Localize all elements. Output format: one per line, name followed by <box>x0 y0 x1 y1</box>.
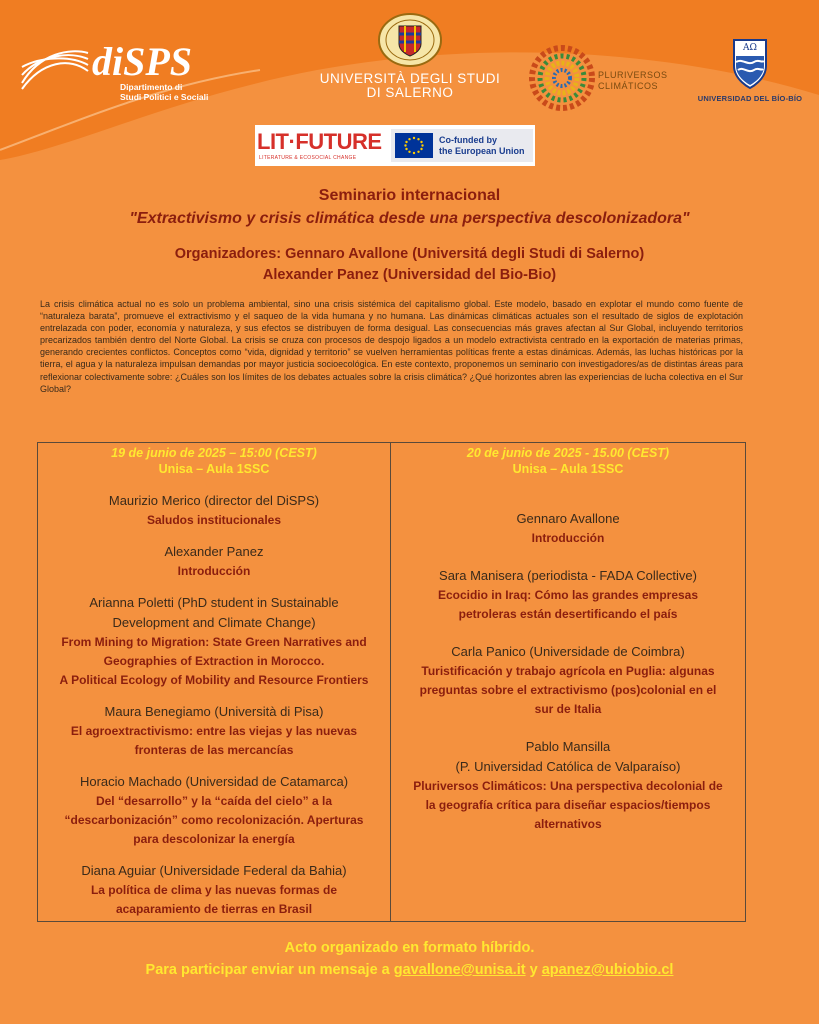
talk-title: acaparamiento de tierras en Brasil <box>115 902 313 916</box>
day1-column <box>38 443 391 921</box>
pluriversos-line2: CLIMÁTICOS <box>598 81 659 91</box>
talk-title: fronteras de las mercancías <box>134 743 294 757</box>
talk-item <box>391 737 745 834</box>
talk-item <box>38 491 390 530</box>
talk-title: la geografía crítica para diseñar espacios/tiempos <box>425 798 711 812</box>
talk-title: para descolonizar la energía <box>133 832 295 846</box>
organizers-line2: Alexander Panez (Universidad del Bio-Bio) <box>262 267 557 283</box>
talk-speaker: Maurizio Merico (director del DiSPS) <box>108 493 320 508</box>
eu-cofunded-text <box>439 135 525 157</box>
talk-title: alternativos <box>534 817 602 831</box>
program-table <box>37 442 746 922</box>
talk-speaker: Maura Benegiamo (Università di Pisa) <box>104 704 324 719</box>
disps-swoosh-icon <box>20 43 90 93</box>
talk-title: preguntas sobre el extractivismo (pos)colonial en el <box>419 683 717 697</box>
disps-sub-line2: Studi Politici e Sociali <box>120 92 209 102</box>
ubiobio-shield-icon <box>730 36 770 90</box>
talk-speaker: Diana Aguiar (Universidade Federal da Bahia) <box>81 863 347 878</box>
svg-text:ΑΩ: ΑΩ <box>743 43 757 53</box>
talk-item <box>391 642 745 719</box>
disps-logo <box>20 38 220 108</box>
unisa-seal-icon <box>377 12 443 68</box>
talk-title: Introducción <box>177 564 251 578</box>
day2-location: Unisa – Aula 1SSC <box>512 462 624 476</box>
eu-line1: Co-funded by <box>439 135 497 145</box>
disps-logo-subtitle <box>120 82 208 102</box>
seminar-label: Seminario internacional <box>318 187 501 204</box>
talk-title: La política de clima y las nuevas formas de <box>90 883 338 897</box>
disps-logo-name: diSPS <box>92 39 193 84</box>
unisa-line2: DI SALERNO <box>366 85 454 100</box>
footer-hybrid-note: Acto organizado en formato híbrido. <box>284 940 535 956</box>
talk-title: El agroextractivismo: entre las viejas y las nuevas <box>70 724 358 738</box>
lit-future-logo: LIT·FUTURE <box>257 129 382 154</box>
talk-item <box>38 861 390 919</box>
talk-speaker: Gennaro Avallone <box>516 511 620 526</box>
seminar-title: "Extractivismo y crisis climática desde una perspectiva descolonizadora" <box>129 210 690 227</box>
unisa-line1: UNIVERSITÀ DEGLI STUDI <box>319 71 501 86</box>
talk-title: Del “desarrollo” y la “caída del cielo” a la <box>95 794 333 808</box>
talk-item <box>391 566 745 624</box>
ubiobio-name: UNIVERSIDAD DEL BÍO-BÍO <box>697 94 803 103</box>
footer-connector: y <box>525 962 542 978</box>
talk-speaker: (P. Universidad Católica de Valparaíso) <box>455 759 681 774</box>
talk-title: Ecocidio in Iraq: Cómo las grandes empresas <box>437 588 699 602</box>
disps-sub-line1: Dipartimento di <box>120 82 183 92</box>
lit-future-subtitle: LITERATURE & ECOSOCIAL CHANGE <box>259 155 357 161</box>
unisa-name <box>310 72 510 100</box>
talk-item <box>38 772 390 849</box>
talk-title: A Political Ecology of Mobility and Resource Frontiers <box>59 673 369 687</box>
organizers-line1: Organizadores: Gennaro Avallone (Universitá degli Studi di Salerno) <box>174 246 645 262</box>
talk-title: Turistificación y trabajo agrícola en Puglia: algunas <box>421 664 715 678</box>
eu-flag-icon <box>395 133 433 158</box>
footer-contact-prefix: Para participar enviar un mensaje a <box>145 962 394 978</box>
day2-column <box>391 443 745 921</box>
abstract-paragraph: La crisis climática actual no es solo un problema ambiental, sino una crisis sistémica del capitalismo global. Este modelo, basado en explotar el mundo como fuente de “naturaleza barata”, promueve el extractivismo y el saqueo de la vida humana y no humana. Las dinámicas climáticas actuales son el resultado de siglos de explotación entrelazada con poder, economía y naturaleza, y sus efectos se distribuyen de forma desigual. Las consecuencias más graves afectan al Sur Global, incluyendo territorios precarizados también dentro del Norte Global. La crisis se cruza con procesos de despojo ligados a un modelo extractivista centrado en la exportación de materias primas, generando crecientes conflictos. Conceptos como “vida, dignidad y territorio” se vuelven herramientas políticas frente a estas dinámicas. Además, las luchas históricas por la tierra, el agua y la naturaleza impulsan demandas por mayor justicia socioecológica. En este contexto, proponemos un seminario con investigadores/as de distintas áreas para reflexionar colectivamente sobre: ¿Cuáles son los límites de los debates actuales sobre la crisis climática? ¿Qué horizontes abren las experiencias de lucha colectiva en el Sur Global? <box>40 299 743 394</box>
talk-speaker: Horacio Machado (Universidad de Catamarca) <box>79 774 349 789</box>
talk-title: Introducción <box>531 531 605 545</box>
pluriversos-logo <box>528 44 678 116</box>
talk-speaker: Arianna Poletti (PhD student in Sustainable <box>89 595 339 610</box>
talk-speaker: Development and Climate Change) <box>112 615 316 630</box>
unisa-logo <box>310 12 510 107</box>
talk-item <box>38 702 390 760</box>
day2-date: 20 de junio de 2025 - 15.00 (CEST) <box>466 446 670 460</box>
day1-location: Unisa – Aula 1SSC <box>158 462 270 476</box>
day1-talks <box>38 491 390 919</box>
talk-speaker: Pablo Mansilla <box>525 739 611 754</box>
day2-talks <box>391 509 745 834</box>
talk-title: sur de Italia <box>534 702 602 716</box>
funding-banner <box>255 125 535 166</box>
day1-date: 19 de junio de 2025 – 15:00 (CEST) <box>111 446 317 460</box>
pluriversos-mandala-icon <box>528 44 596 112</box>
talk-title: Pluriversos Climáticos: Una perspectiva decolonial de <box>413 779 723 793</box>
talk-item <box>38 542 390 581</box>
talk-speaker: Carla Panico (Universidade de Coimbra) <box>451 644 685 659</box>
email-link-apanez[interactable]: apanez@ubiobio.cl <box>541 962 674 978</box>
talk-title: “descarbonización” como recolonización. Aperturas <box>64 813 364 827</box>
talk-speaker: Sara Manisera (periodista - FADA Collective) <box>439 568 697 583</box>
eu-line2: the European Union <box>439 146 525 156</box>
talk-title: From Mining to Migration: State Green Narratives and <box>61 635 367 649</box>
talk-speaker: Alexander Panez <box>164 544 264 559</box>
talk-item <box>38 593 390 690</box>
talk-title: petroleras están desertificando el país <box>458 607 678 621</box>
talk-title: Geographies of Extraction in Morocco. <box>103 654 325 668</box>
pluriversos-line1: PLURIVERSOS <box>598 70 668 80</box>
talk-item <box>391 509 745 548</box>
eu-cofunded-badge <box>391 129 533 162</box>
ubiobio-logo <box>690 36 810 116</box>
talk-title: Saludos institucionales <box>146 513 282 527</box>
footer-contact <box>0 962 819 978</box>
pluriversos-text <box>598 70 668 92</box>
email-link-gavallone[interactable]: gavallone@unisa.it <box>393 962 526 978</box>
